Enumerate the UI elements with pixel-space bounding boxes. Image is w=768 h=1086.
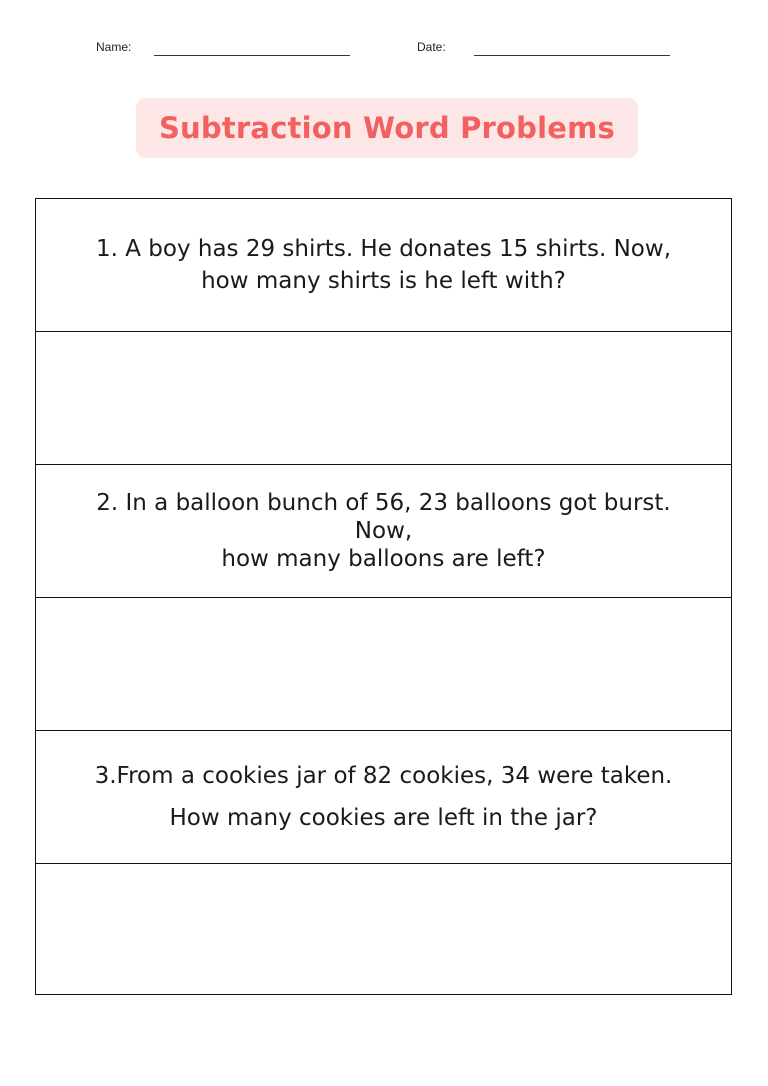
page-title: Subtraction Word Problems bbox=[158, 111, 616, 145]
problem-2-question bbox=[36, 465, 731, 598]
problem-text-line: How many cookies are left in the jar? bbox=[169, 805, 598, 831]
problem-text-line: 1. A boy has 29 shirts. He donates 15 shirts. Now, bbox=[95, 236, 672, 262]
problem-text-line: how many balloons are left? bbox=[221, 546, 546, 572]
problem-1-answer-box[interactable] bbox=[36, 332, 731, 465]
problem-text-line: 2. In a balloon bunch of 56, 23 balloons got burst. bbox=[96, 490, 671, 516]
header-fields bbox=[0, 38, 768, 60]
name-label: Name: bbox=[96, 40, 132, 54]
problem-text-line: Now, bbox=[354, 518, 413, 544]
problem-text-line: 3.From a cookies jar of 82 cookies, 34 were taken. bbox=[94, 763, 673, 789]
problems-table bbox=[35, 198, 732, 995]
name-field[interactable] bbox=[154, 55, 350, 56]
problem-text-line: how many shirts is he left with? bbox=[201, 268, 566, 294]
title-banner bbox=[136, 98, 638, 158]
problem-2-answer-box[interactable] bbox=[36, 598, 731, 731]
problem-3-answer-box[interactable] bbox=[36, 864, 731, 993]
date-field[interactable] bbox=[474, 55, 670, 56]
problem-3-question bbox=[36, 731, 731, 864]
problem-1-question bbox=[36, 199, 731, 332]
date-label: Date: bbox=[417, 40, 446, 54]
